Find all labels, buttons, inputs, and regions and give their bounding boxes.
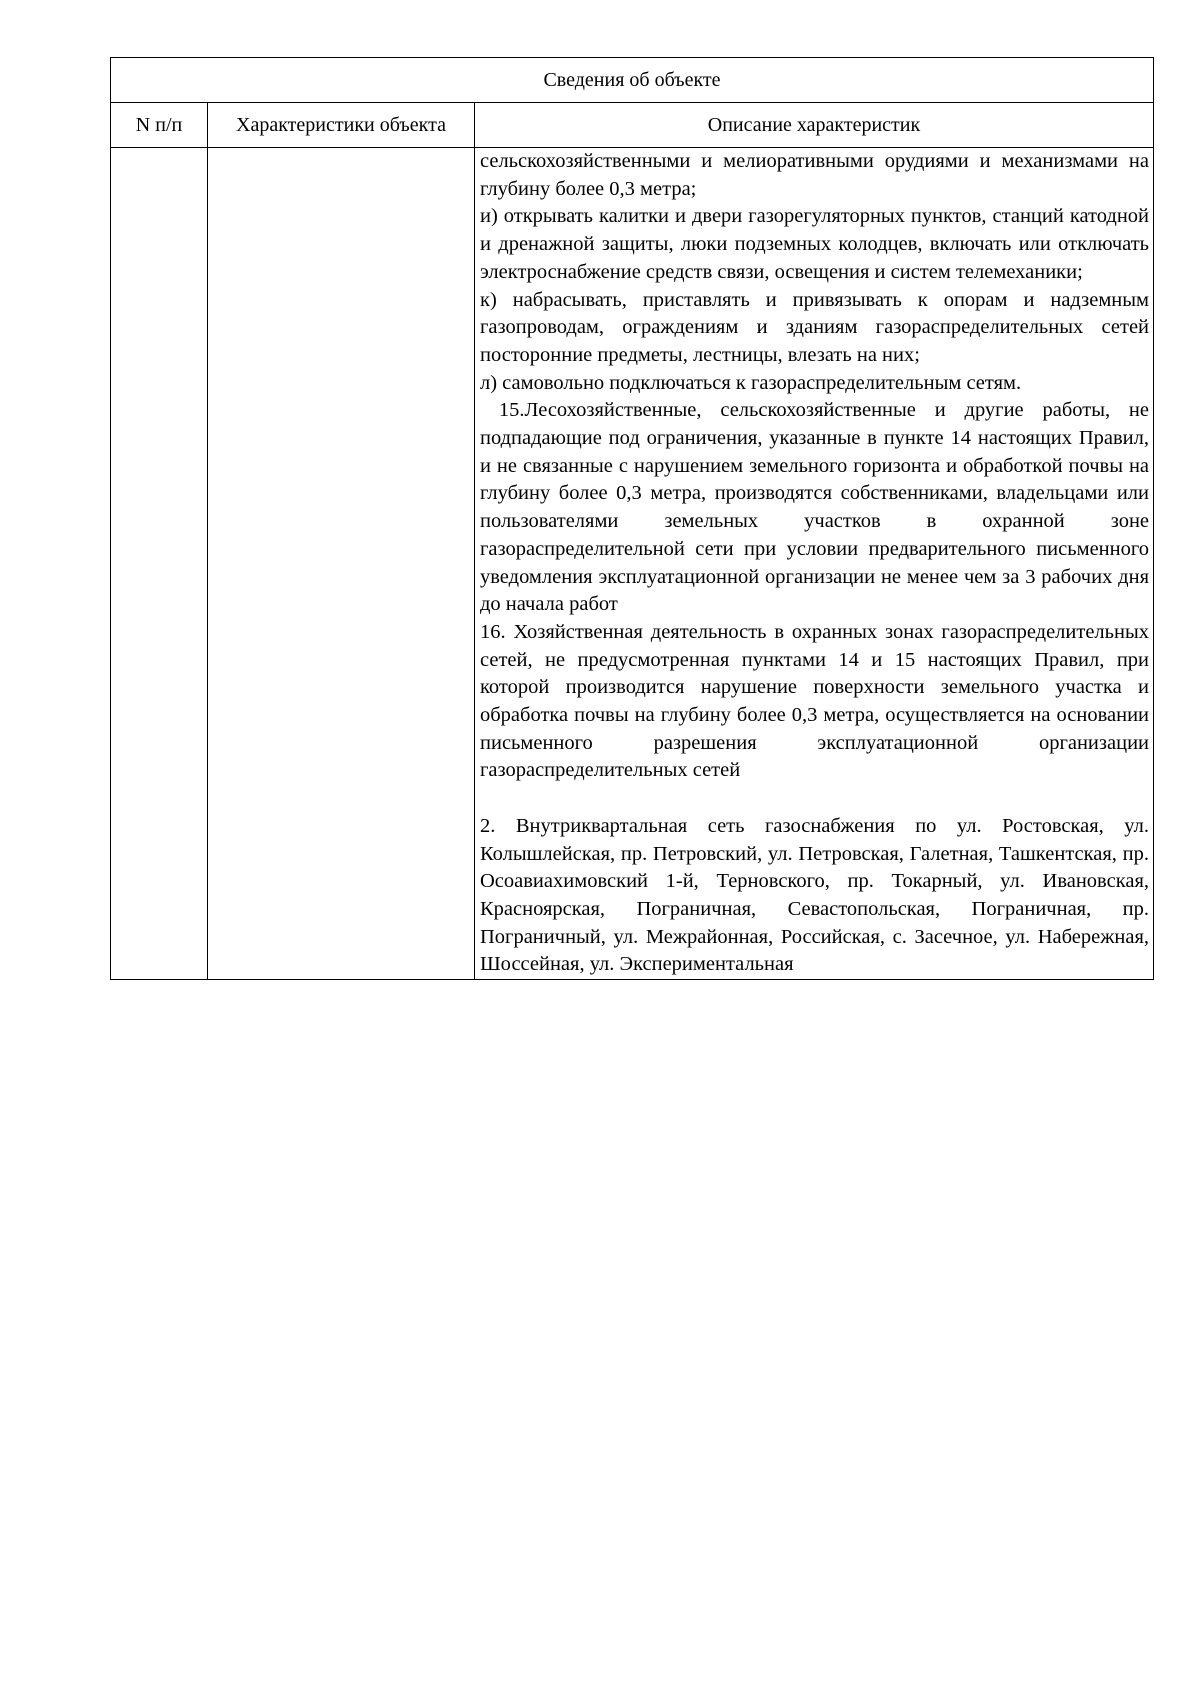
paragraph-item-k: к) набрасывать, приставлять и привязывать к опорам и надземным газопроводам, ограждениям и зданиям газораспределительных сетей посторонние предметы, лестницы, влезать на них; <box>480 288 1150 366</box>
header-number: N п/п <box>111 103 208 148</box>
paragraph-clause-15: 15.Лесохозяйственные, сельскохозяйственные и другие работы, не подпадающие под ограничения, указанные в пункте 14 настоящих Правил, и не связанные с нарушением земельного горизонта и обработкой почвы на глубину более 0,3 метра, производятся собственниками, владельцами или пользователями земельных участков в охранной зоне газораспределительной сети при условии предварительного письменного уведомления эксплуатационной организации не менее чем за 3 рабочих дня до начала работ <box>480 399 1155 616</box>
row-characteristics-cell <box>208 148 475 980</box>
paragraph-clause-16: 16. Хозяйственная деятельность в охранных зонах газораспределительных сетей, не предусмотренная пунктами 14 и 15 настоящих Правил, при которой производится нарушение поверхности земельного участка и обработка почвы на глубину более 0,3 метра, осуществляется на основании письменного разрешения эксплуатационной организации газораспределительных сетей <box>480 620 1150 782</box>
object-info-table <box>110 57 1154 980</box>
table-title-row <box>111 58 1154 103</box>
paragraph-object-name: 2. Внутриквартальная сеть газоснабжения по ул. Ростовская, ул. Колышлейская, пр. Петровский, ул. Петровская, Галетная, Ташкентская, пр. Осоавиахимовский 1-й, Терновского, пр. Токарный, ул. Ивановская, Красноярская, Пограничная, Севастопольская, Пограничная, пр. Пограничный, ул. Межрайонная, Российская, с. Засечное, ул. Набережная, Шоссейная, ул. Экспериментальная <box>480 814 1150 976</box>
table-title: Сведения об объекте <box>111 58 1154 103</box>
paragraph-item-l: л) самовольно подключаться к газораспределительным сетям. <box>480 371 1022 394</box>
header-description: Описание характеристик <box>475 103 1154 148</box>
paragraph-item-i: и) открывать калитки и двери газорегуляторных пунктов, станций катодной и дренажной защиты, люки подземных колодцев, включать или отключать электроснабжение средств связи, освещения и систем телемеханики; <box>480 205 1150 283</box>
table-row <box>111 148 1154 980</box>
row-number-cell <box>111 148 208 980</box>
header-characteristics: Характеристики объекта <box>208 103 475 148</box>
paragraph-spacer <box>480 785 1149 813</box>
row-description-cell <box>475 148 1154 980</box>
table-header-row <box>111 103 1154 148</box>
paragraph-continuation: сельскохозяйственными и мелиоративными орудиями и механизмами на глубину более 0,3 метра; <box>480 150 1150 200</box>
